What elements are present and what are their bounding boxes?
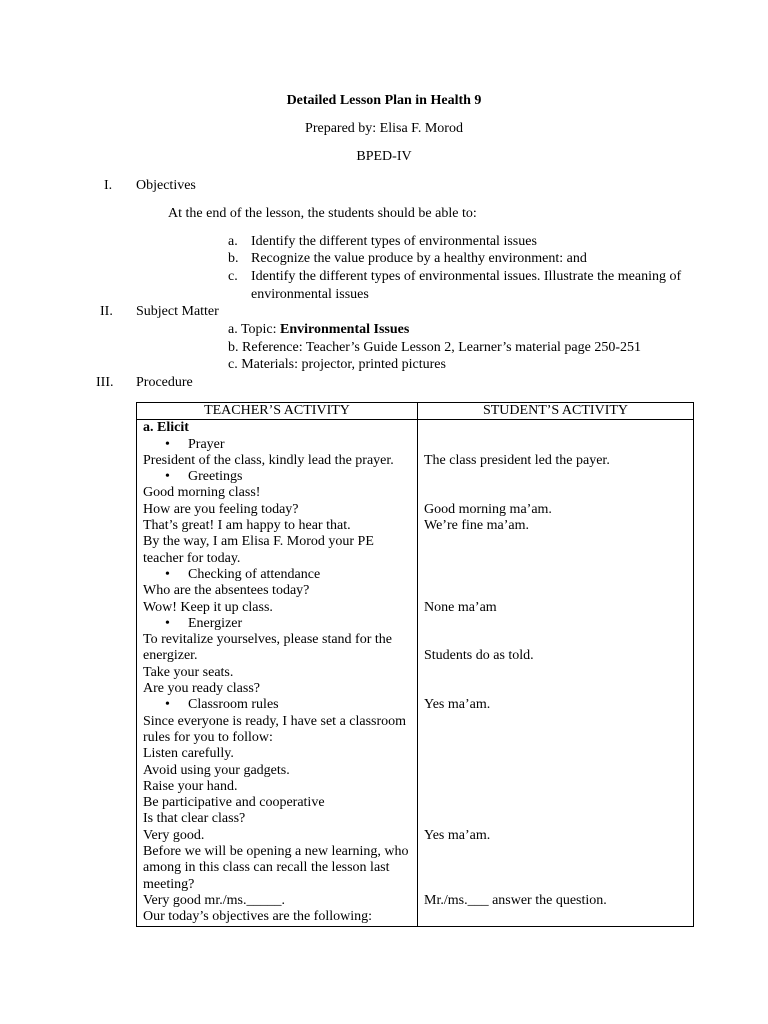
blank-line <box>424 860 689 876</box>
objective-item-c-continued: environmental issues <box>251 287 369 302</box>
blank-line <box>424 665 689 681</box>
objective-item-c: Identify the different types of environmental issues. Illustrate the meaning of <box>251 269 682 284</box>
section-heading-objectives: Objectives <box>136 178 196 193</box>
bullet-marker: • <box>165 615 170 631</box>
blank-line <box>424 567 689 583</box>
blank-line <box>424 437 689 453</box>
table-row <box>137 420 694 927</box>
teacher-line: Listen carefully. <box>143 746 234 762</box>
subject-materials: c. Materials: projector, printed pictures <box>228 357 446 372</box>
teacher-line: Be participative and cooperative <box>143 795 325 811</box>
teacher-line: rules for you to follow: <box>143 729 273 745</box>
bullet-marker: • <box>165 566 170 582</box>
teacher-activity-header: TEACHER’S ACTIVITY <box>137 403 418 420</box>
teacher-line: Before we will be opening a new learning, who <box>143 844 409 860</box>
blank-line <box>424 632 689 648</box>
document-title: Detailed Lesson Plan in Health 9 <box>286 93 482 108</box>
teacher-line: To revitalize yourselves, please stand for the <box>143 632 392 648</box>
student-line: Yes ma’am. <box>424 697 491 713</box>
student-line: Students do as told. <box>424 648 534 664</box>
bullet-label: Classroom rules <box>188 697 279 713</box>
student-line: We’re fine ma’am. <box>424 518 529 534</box>
blank-line <box>424 681 689 697</box>
teacher-line: Who are the absentees today? <box>143 583 310 599</box>
teacher-line: among in this class can recall the lesson last <box>143 860 390 876</box>
student-line: Mr./ms.___ answer the question. <box>424 892 607 908</box>
objective-item-a: Identify the different types of environmental issues <box>251 234 537 249</box>
teacher-line: How are you feeling today? <box>143 501 299 517</box>
phase-heading: a. Elicit <box>143 420 189 436</box>
bullet-label: Greetings <box>188 469 243 485</box>
teacher-line: President of the class, kindly lead the prayer. <box>143 452 394 468</box>
student-line: The class president led the payer. <box>424 452 610 468</box>
bullet-item <box>143 469 413 485</box>
blank-line <box>424 763 689 779</box>
teacher-line: Are you ready class? <box>143 681 261 697</box>
objectives-intro: At the end of the lesson, the students should be able to: <box>168 206 477 221</box>
subject-topic <box>228 322 409 338</box>
blank-line <box>424 844 689 860</box>
teacher-line: Very good mr./ms._____. <box>143 892 285 908</box>
teacher-line: Our today’s objectives are the following: <box>143 909 372 925</box>
section-heading-subject-matter: Subject Matter <box>136 304 219 319</box>
subject-reference: b. Reference: Teacher’s Guide Lesson 2, Learner’s material page 250-251 <box>228 340 642 355</box>
teacher-line: That’s great! I am happy to hear that. <box>143 518 351 534</box>
topic-value: Environmental Issues <box>280 322 410 337</box>
teacher-line: Good morning class! <box>143 485 261 501</box>
objective-marker-b: b. <box>228 251 239 266</box>
bullet-label: Energizer <box>188 615 243 631</box>
teacher-line: Raise your hand. <box>143 778 238 794</box>
bullet-marker: • <box>165 697 170 713</box>
blank-line <box>424 746 689 762</box>
student-line: Good morning ma’am. <box>424 501 552 517</box>
teacher-line: Very good. <box>143 827 205 843</box>
teacher-line: Avoid using your gadgets. <box>143 762 290 778</box>
teacher-line: energizer. <box>143 648 198 664</box>
objective-item-b: Recognize the value produce by a healthy environment: and <box>251 251 587 266</box>
teacher-line: Since everyone is ready, I have set a classroom <box>143 713 407 729</box>
teacher-activity-cell <box>137 420 418 927</box>
student-line: Yes ma’am. <box>424 827 491 843</box>
blank-line <box>424 877 689 893</box>
teacher-line: By the way, I am Elisa F. Morod your PE <box>143 534 374 550</box>
blank-line <box>424 551 689 567</box>
blank-line <box>424 534 689 550</box>
program-label: BPED-IV <box>356 149 412 164</box>
blank-line <box>424 616 689 632</box>
section-numeral-objectives: I. <box>104 178 113 193</box>
objective-marker-c: c. <box>228 269 238 284</box>
blank-line <box>424 779 689 795</box>
topic-label: a. Topic: <box>228 322 281 337</box>
prepared-by: Prepared by: Elisa F. Morod <box>305 121 463 136</box>
blank-line <box>424 420 689 436</box>
blank-line <box>424 811 689 827</box>
blank-line <box>424 730 689 746</box>
bullet-marker: • <box>165 469 170 485</box>
activities-table <box>136 402 694 927</box>
teacher-line: Take your seats. <box>143 664 234 680</box>
bullet-item <box>143 437 413 453</box>
table-header-row <box>137 403 694 420</box>
objective-marker-a: a. <box>228 234 238 249</box>
bullet-item <box>143 616 413 632</box>
blank-line <box>424 485 689 501</box>
blank-line <box>424 714 689 730</box>
section-numeral-subject-matter: II. <box>100 304 113 319</box>
bullet-label: Prayer <box>188 436 225 452</box>
bullet-label: Checking of attendance <box>188 566 321 582</box>
teacher-line: meeting? <box>143 876 195 892</box>
blank-line <box>424 583 689 599</box>
teacher-line: Wow! Keep it up class. <box>143 599 273 615</box>
blank-line <box>424 469 689 485</box>
teacher-line: Is that clear class? <box>143 811 246 827</box>
student-activity-cell <box>418 420 694 927</box>
teacher-line: teacher for today. <box>143 550 241 566</box>
bullet-item <box>143 567 413 583</box>
section-numeral-procedure: III. <box>96 375 114 390</box>
blank-line <box>424 795 689 811</box>
student-line: None ma’am <box>424 599 497 615</box>
student-activity-header: STUDENT’S ACTIVITY <box>418 403 694 420</box>
section-heading-procedure: Procedure <box>136 375 193 390</box>
bullet-marker: • <box>165 436 170 452</box>
bullet-item <box>143 697 413 713</box>
